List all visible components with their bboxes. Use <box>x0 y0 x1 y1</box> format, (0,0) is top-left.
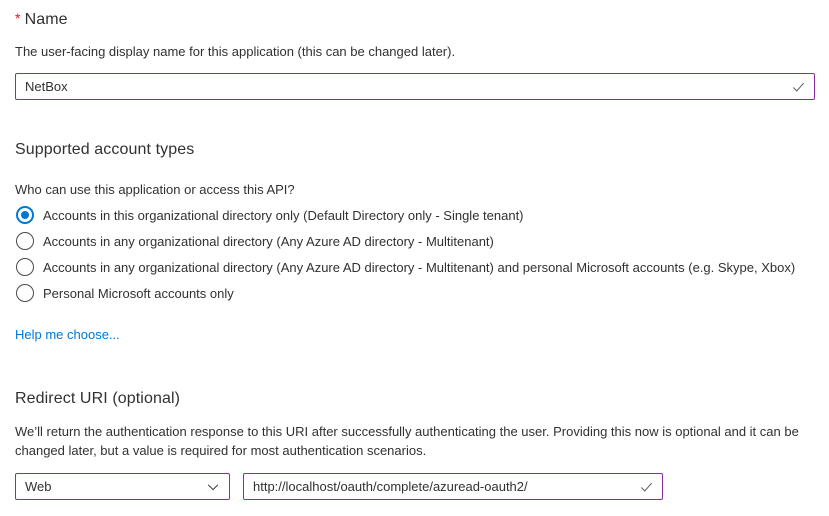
radio-selected-icon[interactable] <box>16 206 34 224</box>
required-asterisk: * <box>15 10 21 26</box>
radio-option-label: Accounts in any organizational directory (Any Azure AD directory - Multitenant) <box>43 233 494 249</box>
radio-unselected-icon[interactable] <box>16 284 34 302</box>
help-me-choose-link[interactable]: Help me choose... <box>15 327 120 342</box>
redirect-uri-input[interactable] <box>243 473 663 500</box>
name-input[interactable] <box>15 73 815 100</box>
chevron-down-icon <box>206 480 220 494</box>
redirect-uri-heading: Redirect URI (optional) <box>15 390 181 407</box>
redirect-uri-description: We’ll return the authentication response to this URI after successfully authenticating the user. Providing this now is optional and it can be changed later, but a value is required for most authentication scenarios. <box>15 424 799 458</box>
platform-select[interactable] <box>15 473 230 500</box>
name-section-heading <box>15 10 68 29</box>
account-types-question: Who can use this application or access this API? <box>15 182 295 197</box>
redirect-uri-field-container <box>243 473 663 500</box>
name-label: Name <box>24 11 68 28</box>
radio-unselected-icon[interactable] <box>16 258 34 276</box>
radio-option-multitenant[interactable] <box>16 228 494 254</box>
platform-select-value: Web <box>25 479 52 494</box>
account-types-heading: Supported account types <box>15 141 195 158</box>
radio-option-personal-only[interactable] <box>16 280 234 306</box>
radio-unselected-icon[interactable] <box>16 232 34 250</box>
radio-option-multitenant-personal[interactable] <box>16 254 795 280</box>
name-description: The user-facing display name for this application (this can be changed later). <box>15 44 456 59</box>
name-field-container <box>15 73 815 100</box>
radio-option-label: Accounts in any organizational directory (Any Azure AD directory - Multitenant) and personal Microsoft accounts (e.g. Skype, Xbox) <box>43 259 796 275</box>
radio-option-label: Accounts in this organizational directory only (Default Directory only - Single tenant) <box>43 207 524 223</box>
radio-option-single-tenant[interactable] <box>16 202 524 228</box>
radio-option-label: Personal Microsoft accounts only <box>43 285 234 301</box>
